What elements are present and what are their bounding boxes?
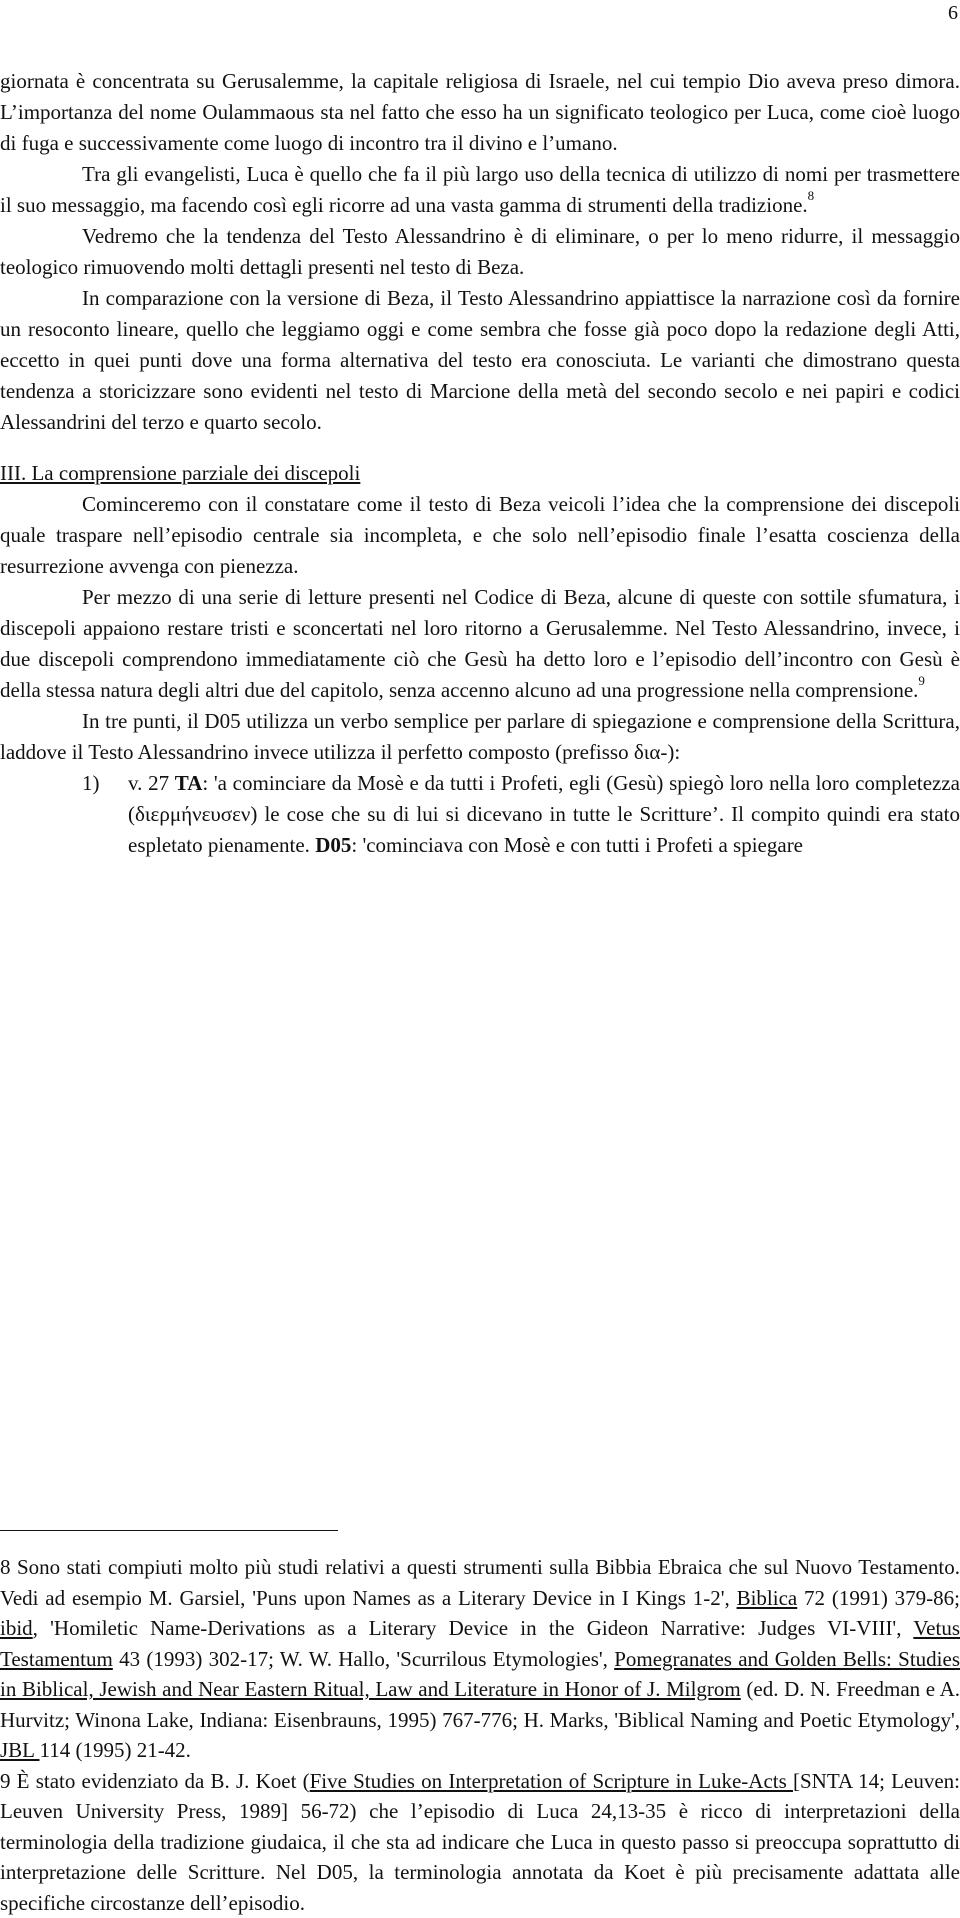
footnote-9 — [0, 1766, 960, 1918]
verse-ref: v. 27 — [128, 771, 175, 795]
page-number: 6 — [948, 2, 958, 25]
d05-label: D05 — [315, 833, 351, 857]
footnote-divider — [0, 1530, 338, 1531]
footnote-ref-8[interactable]: 8 — [808, 188, 815, 203]
footnote-ref-9[interactable]: 9 — [918, 673, 925, 688]
d05-text: : 'cominciava con Mosè e con tutti i Profeti a spiegare — [351, 833, 803, 857]
footnote-8-text: 114 (1995) 21-42. — [39, 1738, 190, 1762]
paragraph-1: giornata è concentrata su Gerusalemme, la capitale religiosa di Israele, nel cui tempio Dio aveva preso dimora. L’importanza del nome Oulammaous sta nel fatto che esso ha un significato teologico per Luca, come cioè luogo di fuga e successivamente come luogo di incontro tra il divino e l’umano. — [0, 66, 960, 159]
paragraph-2-text: Tra gli evangelisti, Luca è quello che fa il più largo uso della tecnica di utilizzo di nomi per trasmettere il suo messaggio, ma facendo così egli ricorre ad una vasta gamma di strumenti della tradizione. — [0, 162, 960, 217]
ta-text: : 'a cominciare da Mosè e da tutti i Profeti, egli (Gesù) spiegò loro nella loro completezza (διερμήνευσεν) le cose che su di lui si dicevano in tutte le Scritture’. Il compito quindi era stato espletato pienamente. — [128, 771, 960, 857]
footnote-8-text: (ed. D. N. Freedman e A. Hurvitz; Winona Lake, Indiana: Eisenbrauns, 1995) 767-776; H. Marks, 'Biblical Naming and Poetic Etymology', — [0, 1677, 960, 1732]
footnote-8-text: 72 (1991) 379-86; — [797, 1586, 960, 1610]
list-item-1 — [0, 768, 960, 861]
paragraph-3: Vedremo che la tendenza del Testo Alessandrino è di eliminare, o per lo meno ridurre, il messaggio teologico rimuovendo molti dettagli presenti nel testo di Beza. — [0, 221, 960, 283]
citation-ibid: ibid — [0, 1616, 33, 1640]
citation-vetus-testamentum: Vetus Testamentum — [0, 1616, 960, 1671]
footnote-8-text: , 'Homiletic Name-Derivations as a Literary Device in the Gideon Narrative: Judges VI-VIII', — [33, 1616, 914, 1640]
citation-biblica: Biblica — [737, 1586, 798, 1610]
footnote-9-text: È stato evidenziato da B. J. Koet ( — [11, 1769, 310, 1793]
footnote-8 — [0, 1552, 960, 1766]
footnotes — [0, 1552, 960, 1918]
footnote-9-marker: 9 — [0, 1769, 11, 1793]
citation-jbl: JBL — [0, 1738, 39, 1762]
paragraph-5: Cominceremo con il constatare come il testo di Beza veicoli l’idea che la comprensione dei discepoli quale traspare nell’episodio centrale sia incompleta, e che solo nell’episodio finale l’esatta coscienza della resurrezione avvenga con pienezza. — [0, 489, 960, 582]
footnote-8-text: Sono stati compiuti molto più studi relativi a questi strumenti sulla Bibbia Ebraica che sul Nuovo Testamento. Vedi ad esempio M. Garsiel, 'Puns upon Names as a Literary Device in I Kings 1-2', — [0, 1555, 960, 1610]
paragraph-6-text: Per mezzo di una serie di letture presenti nel Codice di Beza, alcune di queste con sottile sfumatura, i discepoli appaiono restare tristi e sconcertati nel loro ritorno a Gerusalemme. Nel Testo Alessandrino, invece, i due discepoli comprendono immediatamente ciò che Gesù ha detto loro e l’episodio dell’incontro con Gesù è della stessa natura degli altri due del capitolo, senza accenno alcuno ad una progressione nella comprensione. — [0, 585, 960, 702]
paragraph-2 — [0, 159, 960, 221]
main-text — [0, 66, 960, 861]
paragraph-7: In tre punti, il D05 utilizza un verbo semplice per parlare di spiegazione e comprensione della Scrittura, laddove il Testo Alessandrino invece utilizza il perfetto composto (prefisso δια-): — [0, 706, 960, 768]
footnote-9-text: [SNTA 14; Leuven: Leuven University Press, 1989] 56-72) che l’episodio di Luca 24,13-35 è ricco di interpretazioni della terminologia della tradizione giudaica, il che sta ad indicare che Luca in questo passo si preoccupa soprattutto di interpretazione delle Scritture. Nel D05, la terminologia annotata da Koet è più precisamente adattata alle specifiche circostanze dell’episodio. — [0, 1769, 960, 1915]
footnote-8-text: 43 (1993) 302-17; W. W. Hallo, 'Scurrilous Etymologies', — [113, 1647, 614, 1671]
citation-five-studies: Five Studies on Interpretation of Scripture in Luke-Acts — [310, 1769, 793, 1793]
ta-label: TA — [175, 771, 203, 795]
paragraph-4: In comparazione con la versione di Beza, il Testo Alessandrino appiattisce la narrazione così da fornire un resoconto lineare, quello che leggiamo oggi e come sembra che fosse già poco dopo la redazione degli Atti, eccetto in quei punti dove una forma alternativa del testo era conosciuta. Le varianti che dimostrano questa tendenza a storicizzare sono evidenti nel testo di Marcione della metà del secondo secolo e nei papiri e codici Alessandrini del terzo e quarto secolo. — [0, 283, 960, 438]
paragraph-6 — [0, 582, 960, 706]
citation-pomegranates: Pomegranates and Golden Bells: Studies in Biblical, Jewish and Near Eastern Ritual, Law and Literature in Honor of J. Milgrom — [0, 1647, 960, 1702]
list-number: 1) — [82, 768, 100, 799]
section-heading: III. La comprensione parziale dei discepoli — [0, 458, 960, 489]
footnote-8-marker: 8 — [0, 1555, 11, 1579]
